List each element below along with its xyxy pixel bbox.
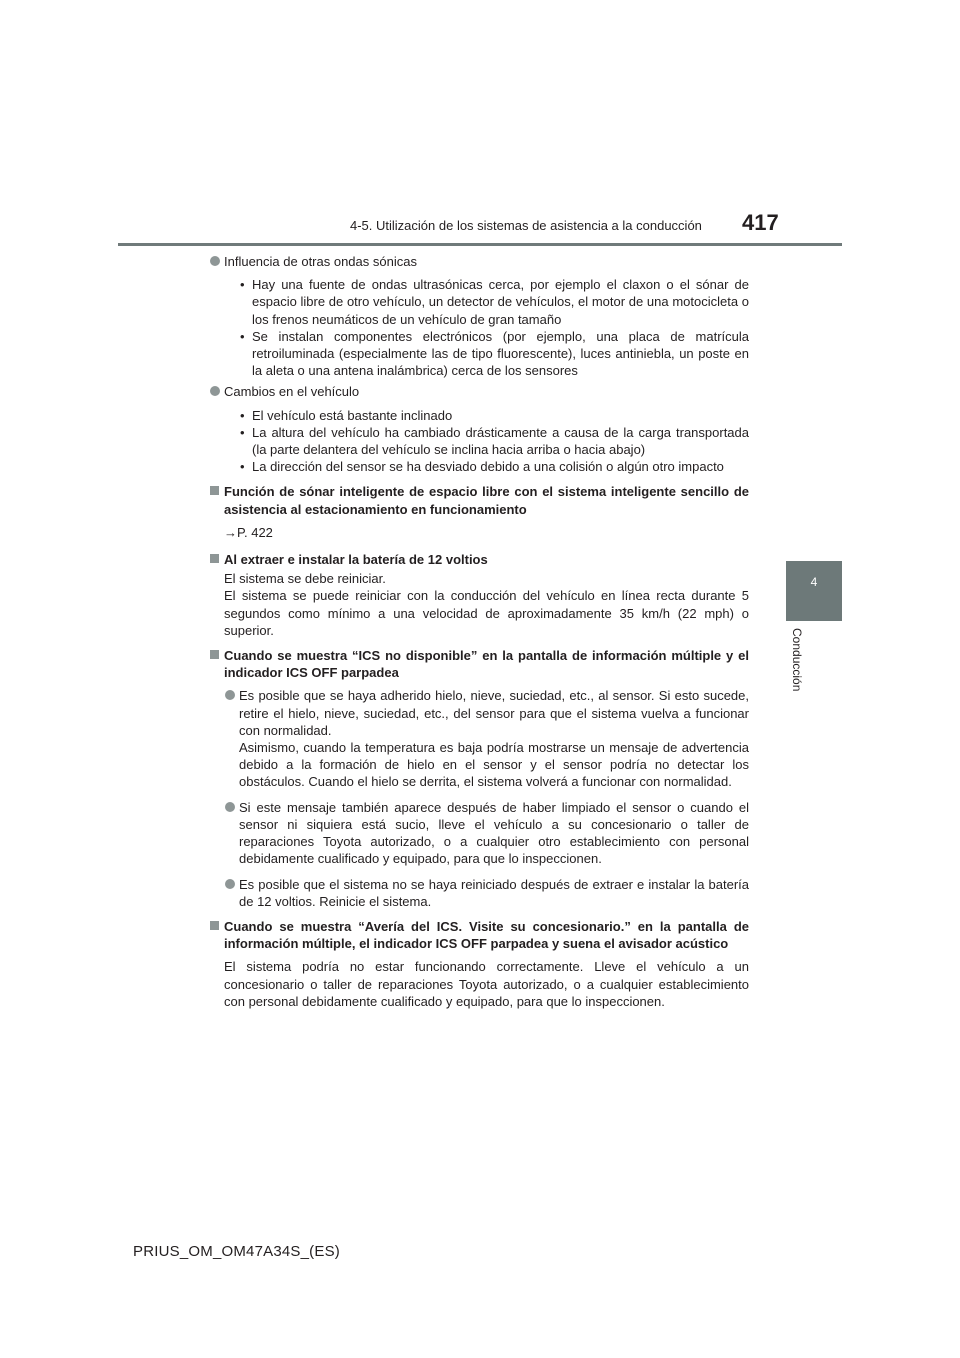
chapter-tab[interactable] — [786, 561, 842, 621]
square-bullet-icon — [210, 650, 219, 659]
circle-heading — [209, 383, 749, 400]
circle-bullet-icon — [225, 879, 235, 889]
circle-heading-text: Cambios en el vehículo — [224, 384, 360, 400]
section-heading-text: Cuando se muestra “ICS no disponible” en la pantalla de información múltiple y el indicador ICS OFF parpadea — [224, 648, 749, 681]
circle-bullet-icon — [225, 690, 235, 700]
paragraph: El sistema podría no estar funcionando correctamente. Lleve el vehículo a un concesionario o taller de reparaciones Toyota autorizado, o a cualquier establecimiento con personal debidamente cualificado y equipado, para que lo inspeccionen. — [224, 959, 749, 1009]
square-bullet-icon — [210, 554, 219, 563]
circle-item-text: Si este mensaje también aparece después de haber limpiado el sensor o cuando el sensor ni siquiera está sucio, lleve el vehículo a su concesionario o taller de reparaciones Toyota autorizado, o a cualquier otro establecimiento con personal debidamente cualificado y equipado, para que lo inspeccionen. — [239, 799, 749, 867]
list-item — [240, 276, 749, 328]
list-item-text: Se instalan componentes electrónicos (por ejemplo, una placa de matrícula retroiluminada (especialmente las de tipo fluorescente), luces antiniebla, un poste en la aleta o una antena inalámbrica) cerca de los sensores — [252, 328, 749, 379]
circle-heading — [209, 253, 749, 270]
circle-item-text: Asimismo, cuando la temperatura es baja podría mostrarse un mensaje de advertencia debido a la formación de hielo en el sensor y el sensor podría no detectar los obstáculos. Cuando el hielo se derrita, el sistema volverá a funcionar con normalidad. — [239, 740, 749, 790]
square-bullet-icon — [210, 486, 219, 495]
header-rule — [118, 243, 842, 246]
chapter-tab-number: 4 — [810, 575, 818, 589]
section-heading — [209, 647, 749, 681]
bullet-list — [209, 276, 749, 379]
document-id: PRIUS_OM_OM47A34S_(ES) — [133, 1243, 340, 1260]
list-item-text: La altura del vehículo ha cambiado drásticamente a causa de la carga transportada (la parte delantera del vehículo se inclina hacia arriba o hacia abajo) — [252, 424, 749, 458]
section-heading — [209, 551, 749, 568]
circle-item — [224, 799, 749, 868]
bullet-list — [209, 407, 749, 476]
paragraph — [209, 570, 749, 639]
section-heading — [209, 483, 749, 517]
square-bullet-icon — [210, 921, 219, 930]
main-content — [209, 253, 749, 1018]
paragraph-line: El sistema se debe reiniciar. — [224, 571, 386, 587]
section-heading-text: Cuando se muestra “Avería del ICS. Visite su concesionario.” en la pantalla de información múltiple, el indicador ICS OFF parpadea y suena el avisador acústico — [224, 918, 749, 952]
section-heading-text: Función de sónar inteligente de espacio libre con el sistema inteligente sencillo de asistencia al estacionamiento en funcionamiento — [224, 484, 749, 517]
header-section-title: 4-5. Utilización de los sistemas de asistencia a la conducción — [350, 218, 702, 233]
list-item — [240, 458, 749, 475]
dot-bullet-icon: • — [240, 424, 245, 440]
chapter-tab-label: Conducción — [790, 628, 804, 692]
circle-item-text: Es posible que se haya adherido hielo, nieve, suciedad, etc., al sensor. Si esto sucede, retire el hielo, nieve, suciedad, etc., del sensor para que el sistema vuelva a funcionar con normalidad. — [239, 688, 749, 738]
page-reference-link[interactable]: →P. 422 — [224, 524, 273, 540]
list-item-text: El vehículo está bastante inclinado — [252, 407, 453, 423]
list-item-text: Hay una fuente de ondas ultrasónicas cerca, por ejemplo el claxon o el sónar de espacio libre de otro vehículo, un detector de vehículos, el motor de una motocicleta o los frenos neumáticos de un vehículo de gran tamaño — [252, 277, 749, 327]
circle-heading-text: Influencia de otras ondas sónicas — [224, 254, 417, 269]
circle-bullet-icon — [210, 256, 220, 266]
list-item — [240, 424, 749, 458]
circle-item — [224, 687, 749, 790]
circle-item — [224, 876, 749, 910]
dot-bullet-icon: • — [240, 277, 245, 293]
section-heading-text: Al extraer e instalar la batería de 12 voltios — [224, 552, 488, 568]
paragraph-line: El sistema se puede reiniciar con la conducción del vehículo en línea recta durante 5 segundos como mínimo a una velocidad de aproximadamente 35 km/h (22 mph) o superior. — [224, 588, 749, 638]
dot-bullet-icon: • — [240, 459, 245, 475]
dot-bullet-icon: • — [240, 407, 245, 423]
section-heading — [209, 918, 749, 952]
circle-bullet-icon — [225, 802, 235, 812]
list-item — [240, 407, 749, 424]
circle-item-text: Es posible que el sistema no se haya reiniciado después de extraer e instalar la batería de 12 voltios. Reinicie el sistema. — [239, 876, 749, 909]
circle-bullet-icon — [210, 386, 220, 396]
page-number: 417 — [742, 210, 779, 235]
sub-list — [209, 687, 749, 909]
dot-bullet-icon: • — [240, 328, 245, 344]
list-item-text: La dirección del sensor se ha desviado debido a una colisión o algún otro impacto — [252, 459, 724, 475]
list-item — [240, 328, 749, 380]
